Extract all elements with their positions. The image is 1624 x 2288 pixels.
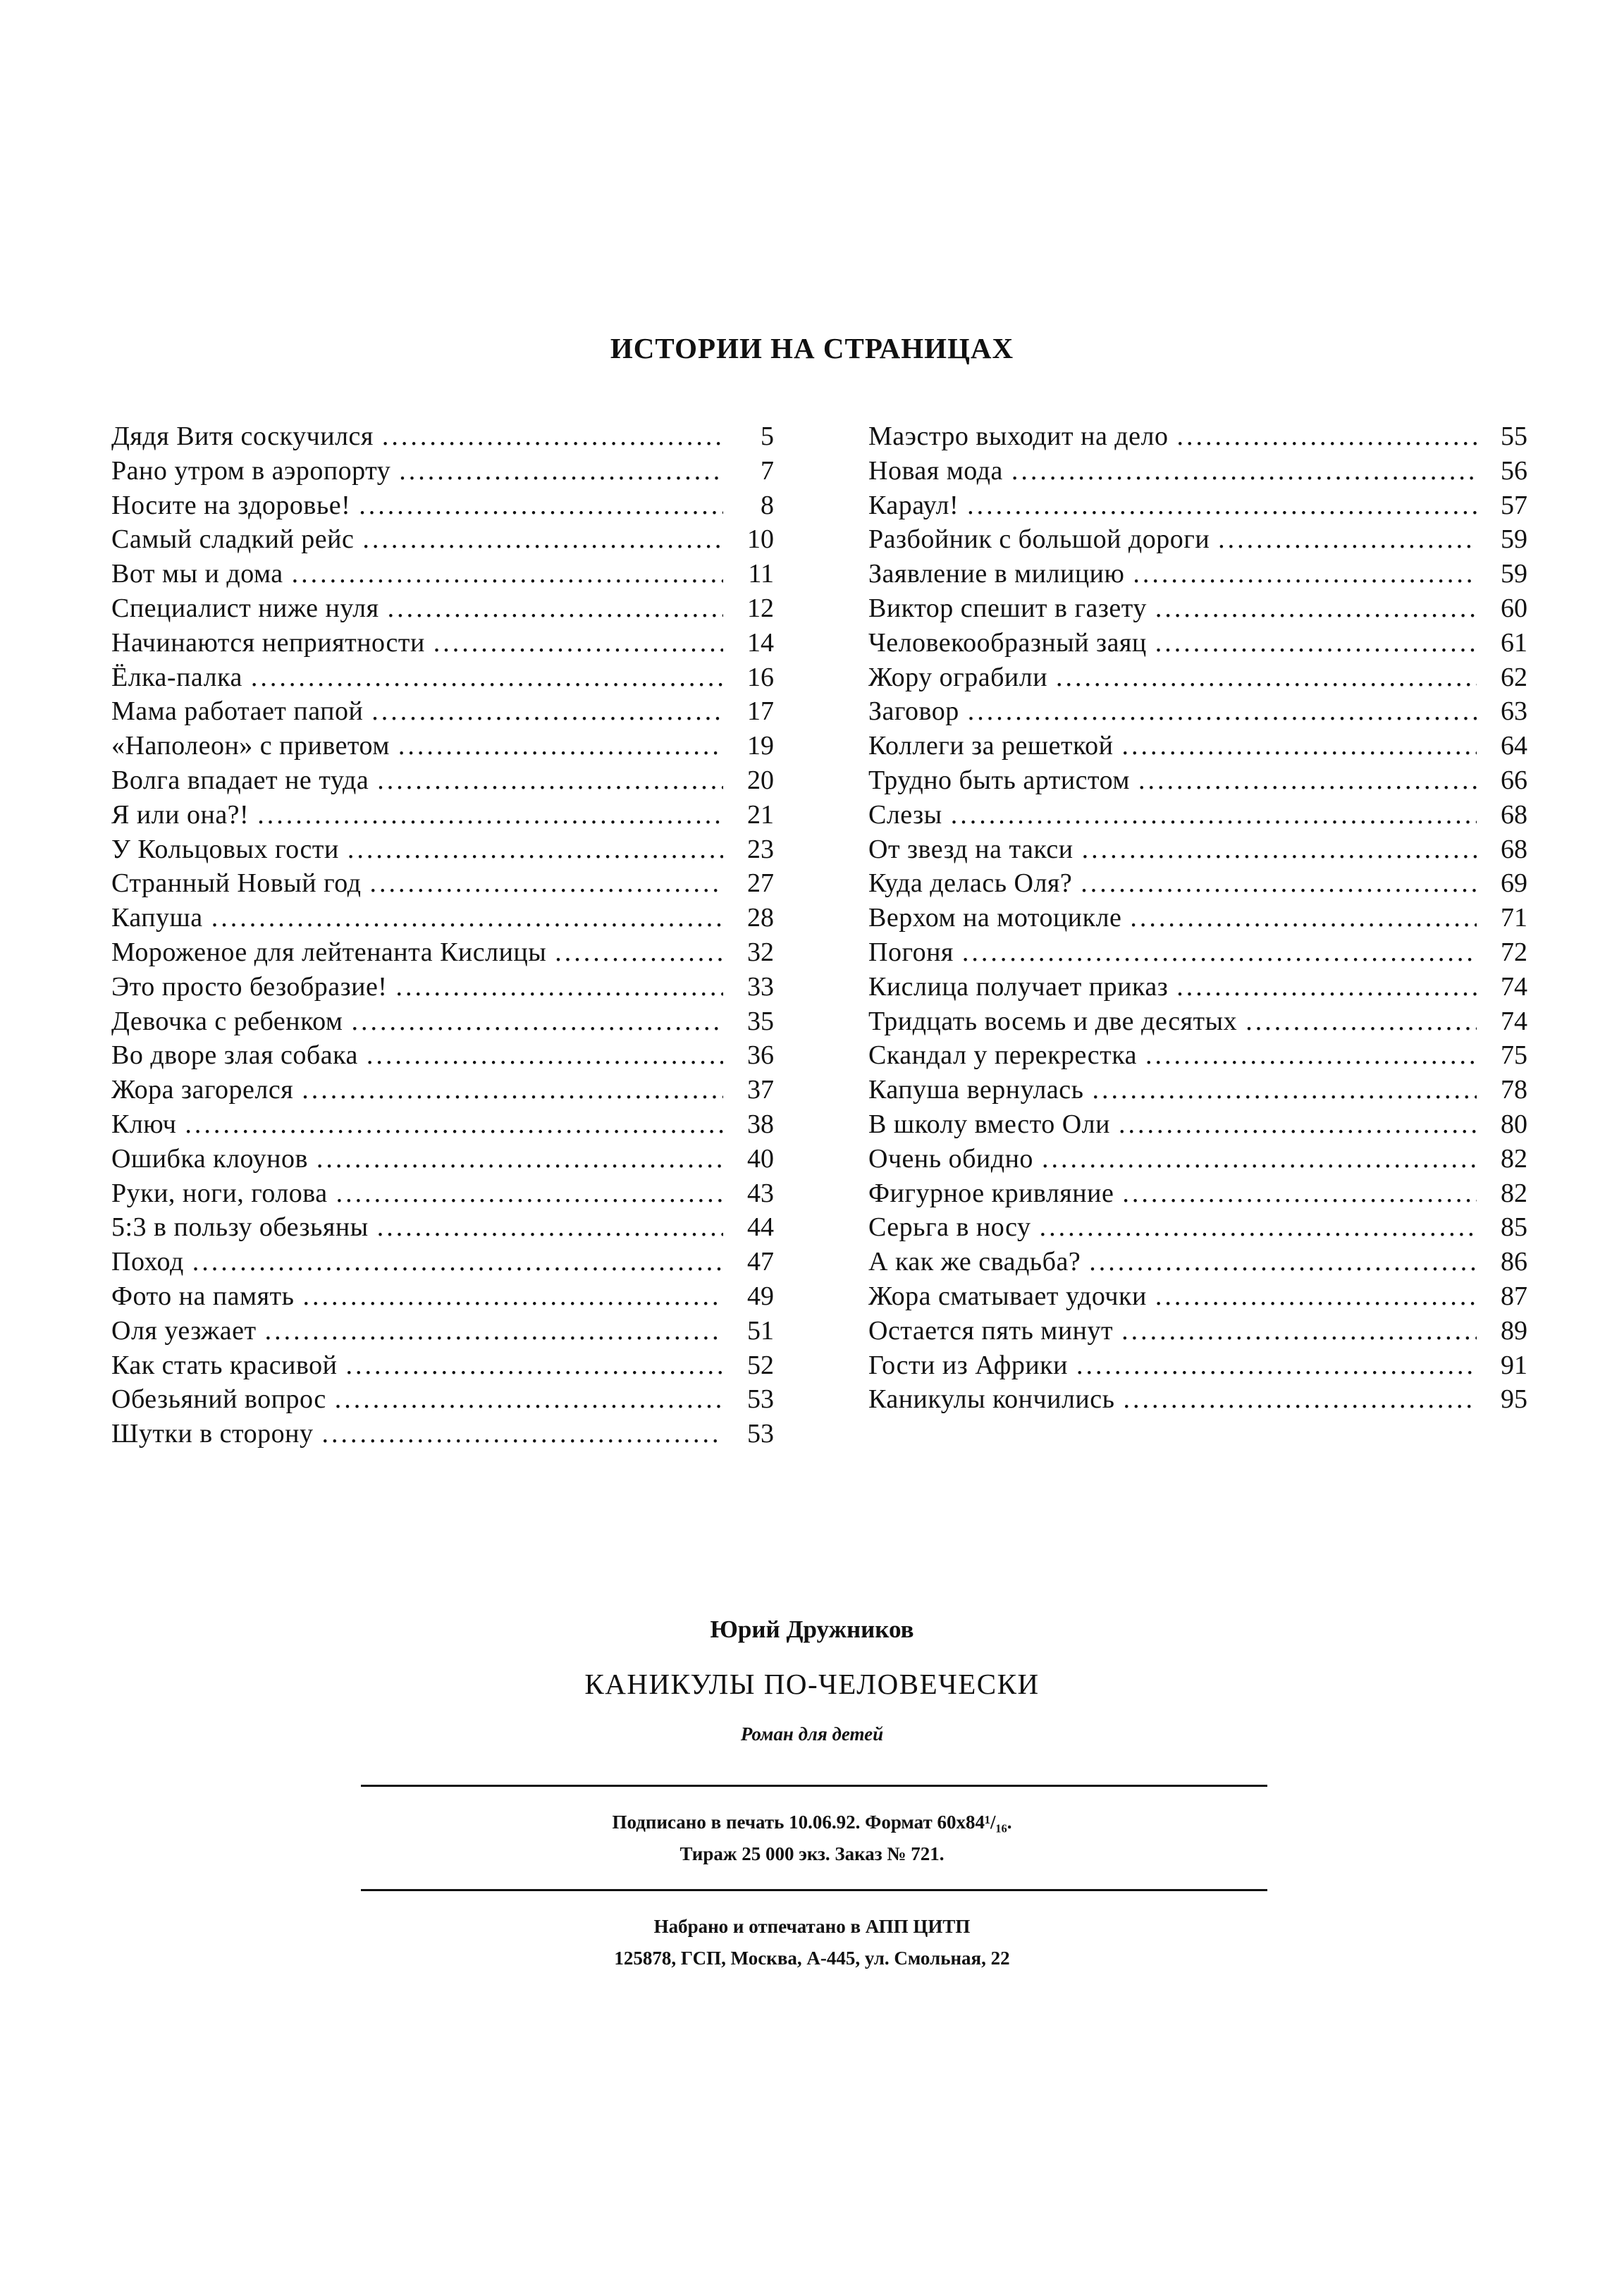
- toc-leader-dots: [388, 591, 723, 625]
- toc-entry: [111, 626, 774, 660]
- toc-entry-page: 43: [747, 1178, 774, 1208]
- toc-entry-title: Специалист ниже нуля: [111, 593, 379, 623]
- toc-entry-title: Трудно быть артистом: [868, 765, 1130, 795]
- toc-entry-title: Это просто безобразие!: [111, 971, 388, 1002]
- toc-entry: [111, 970, 774, 1004]
- toc-entry-page: 55: [1501, 422, 1527, 451]
- toc-entry: [111, 591, 774, 626]
- toc-entry: [868, 694, 1527, 729]
- toc-entry: [868, 970, 1527, 1004]
- toc-leader-dots: [303, 1279, 724, 1313]
- toc-entry: [111, 1382, 774, 1417]
- toc-entry-title: Шутки в сторону: [111, 1419, 314, 1449]
- toc-entry-title: 5:3 в пользу обезьяны: [111, 1212, 369, 1243]
- toc-entry-title: Гости из Африки: [868, 1350, 1068, 1380]
- toc-entry: [868, 557, 1527, 591]
- toc-entry-page: 28: [747, 903, 774, 933]
- toc-entry-title: Жора загорелся: [111, 1075, 294, 1105]
- toc-leader-dots: [367, 1038, 723, 1072]
- toc-leader-dots: [1130, 901, 1477, 935]
- toc-entry-title: Начинаются неприятности: [111, 627, 425, 658]
- toc-leader-dots: [362, 522, 723, 556]
- toc-leader-dots: [211, 901, 723, 935]
- toc-entry-title: Серьга в носу: [868, 1212, 1031, 1243]
- toc-entry-title: Остается пять минут: [868, 1315, 1114, 1346]
- toc-leader-dots: [399, 454, 723, 488]
- toc-entry: [868, 591, 1527, 626]
- toc-entry: [111, 1245, 774, 1279]
- toc-entry-page: 59: [1501, 524, 1527, 555]
- toc-leader-dots: [967, 488, 1477, 522]
- toc-entry: [111, 1073, 774, 1107]
- toc-entry: [868, 1314, 1527, 1348]
- toc-entry-title: Ёлка-палка: [111, 662, 242, 692]
- toc-entry-page: 69: [1501, 868, 1527, 899]
- toc-entry-title: Верхом на мотоцикле: [868, 903, 1122, 933]
- toc-leader-dots: [371, 694, 723, 728]
- toc-entry-title: Караул!: [868, 490, 959, 520]
- toc-entry: [111, 935, 774, 970]
- toc-entry-page: 33: [747, 971, 774, 1002]
- toc-entry-title: Мама работает папой: [111, 696, 364, 727]
- toc-entry: [868, 763, 1527, 798]
- toc-entry: [868, 832, 1527, 867]
- toc-entry-title: От звезд на такси: [868, 834, 1074, 864]
- toc-entry-page: 38: [747, 1109, 774, 1139]
- toc-entry-page: 68: [1501, 834, 1527, 864]
- toc-leader-dots: [1176, 419, 1477, 453]
- toc-entry: [868, 1107, 1527, 1142]
- toc-leader-dots: [1155, 591, 1477, 625]
- toc-entry-page: 10: [747, 524, 774, 555]
- toc-entry: [111, 1142, 774, 1176]
- toc-leader-dots: [1123, 1382, 1477, 1416]
- toc-entry-title: Руки, ноги, голова: [111, 1178, 328, 1208]
- toc-entry-title: Очень обидно: [868, 1143, 1033, 1174]
- toc-entry-page: 82: [1501, 1143, 1527, 1174]
- toc-entry-page: 62: [1501, 662, 1527, 692]
- toc-entry-page: 36: [747, 1040, 774, 1071]
- toc-entry-title: В школу вместо Оли: [868, 1109, 1110, 1139]
- toc-entry: [868, 1348, 1527, 1383]
- toc-left-column: [111, 419, 774, 1451]
- toc-leader-dots: [968, 694, 1477, 728]
- toc-entry-page: 11: [748, 559, 774, 589]
- toc-entry-page: 8: [761, 490, 774, 520]
- toc-entry: [111, 1107, 774, 1142]
- toc-leader-dots: [382, 419, 723, 453]
- toc-entry: [868, 901, 1527, 935]
- toc-entry-title: Слезы: [868, 799, 942, 830]
- toc-entry-title: Капуша: [111, 903, 203, 933]
- toc-leader-dots: [292, 557, 723, 591]
- toc-entry-title: Вот мы и дома: [111, 559, 283, 589]
- toc-entry-title: Во дворе злая собака: [111, 1040, 358, 1071]
- toc-leader-dots: [251, 660, 723, 694]
- toc-entry: [111, 694, 774, 729]
- toc-leader-dots: [962, 935, 1477, 969]
- toc-entry-page: 17: [747, 696, 774, 727]
- toc-entry-page: 63: [1501, 696, 1527, 727]
- toc-entry-title: Жору ограбили: [868, 662, 1048, 692]
- toc-entry: [111, 660, 774, 695]
- toc-entry-title: Ошибка клоунов: [111, 1143, 308, 1174]
- toc-leader-dots: [265, 1314, 723, 1348]
- toc-leader-dots: [351, 1004, 723, 1038]
- toc-entry-page: 59: [1501, 559, 1527, 589]
- toc-entry: [111, 488, 774, 523]
- toc-entry: [111, 419, 774, 454]
- toc-title: ИСТОРИИ НА СТРАНИЦАХ: [610, 332, 1014, 364]
- toc-entry-page: 85: [1501, 1212, 1527, 1243]
- toc-entry-title: Как стать красивой: [111, 1350, 338, 1380]
- toc-leader-dots: [1081, 866, 1477, 900]
- toc-entry: [111, 1417, 774, 1451]
- toc-entry-page: 78: [1501, 1075, 1527, 1105]
- toc-leader-dots: [1122, 729, 1477, 763]
- toc-entry: [868, 1142, 1527, 1176]
- toc-leader-dots: [951, 798, 1477, 832]
- toc-leader-dots: [359, 488, 723, 522]
- toc-entry-page: 64: [1501, 731, 1527, 761]
- toc-entry: [868, 935, 1527, 970]
- toc-entry-page: 74: [1501, 971, 1527, 1002]
- toc-entry: [868, 798, 1527, 832]
- toc-leader-dots: [1133, 557, 1477, 591]
- toc-entry: [868, 1382, 1527, 1417]
- toc-entry-page: 53: [747, 1419, 774, 1449]
- toc-entry: [868, 1210, 1527, 1245]
- toc-leader-dots: [398, 729, 723, 763]
- divider-top: [361, 1785, 1267, 1787]
- toc-entry-title: У Кольцовых гости: [111, 834, 339, 864]
- toc-entry: [868, 1038, 1527, 1073]
- toc-entry-page: 23: [747, 834, 774, 864]
- toc-entry-page: 87: [1501, 1281, 1527, 1311]
- toc-entry-title: Жора сматывает удочки: [868, 1281, 1147, 1311]
- toc-entry-title: Фото на память: [111, 1281, 295, 1311]
- toc-leader-dots: [302, 1073, 723, 1107]
- toc-leader-dots: [335, 1382, 723, 1416]
- toc-entry-title: Коллеги за решеткой: [868, 731, 1114, 761]
- toc-entry-page: 40: [747, 1143, 774, 1174]
- toc-entry-page: 60: [1501, 593, 1527, 623]
- toc-entry: [868, 454, 1527, 488]
- book-title: КАНИКУЛЫ ПО-ЧЕЛОВЕЧЕСКИ: [584, 1668, 1040, 1700]
- toc-entry-title: Рано утром в аэропорту: [111, 455, 391, 486]
- toc-entry: [111, 763, 774, 798]
- toc-leader-dots: [1122, 1176, 1477, 1210]
- toc-leader-dots: [1176, 970, 1477, 1004]
- author-name: Юрий Дружников: [710, 1616, 914, 1643]
- toc-leader-dots: [336, 1176, 723, 1210]
- toc-leader-dots: [1138, 763, 1477, 797]
- toc-entry: [111, 729, 774, 763]
- toc-entry-page: 37: [747, 1075, 774, 1105]
- toc-entry-title: А как же свадьба?: [868, 1247, 1081, 1277]
- toc-entry-title: Носите на здоровье!: [111, 490, 351, 520]
- toc-entry: [868, 1073, 1527, 1107]
- toc-entry-page: 72: [1501, 937, 1527, 967]
- toc-leader-dots: [1089, 1245, 1477, 1279]
- toc-leader-dots: [1056, 660, 1477, 694]
- toc-entry-page: 75: [1501, 1040, 1527, 1071]
- toc-entry-page: 35: [747, 1006, 774, 1036]
- toc-leader-dots: [257, 798, 723, 832]
- divider-bottom: [361, 1889, 1267, 1891]
- toc-entry: [868, 626, 1527, 660]
- toc-leader-dots: [555, 935, 723, 969]
- toc-leader-dots: [1121, 1314, 1477, 1348]
- printer-info-line-1: Набрано и отпечатано в АПП ЦИТП: [653, 1916, 971, 1937]
- toc-entry-page: 51: [747, 1315, 774, 1346]
- toc-entry-title: Капуша вернулась: [868, 1075, 1084, 1105]
- toc-entry: [868, 1176, 1527, 1211]
- toc-entry-title: Маэстро выходит на дело: [868, 422, 1169, 451]
- toc-entry: [111, 1348, 774, 1383]
- toc-entry: [868, 729, 1527, 763]
- toc-entry-page: 7: [761, 455, 774, 486]
- toc-entry-title: Волга впадает не туда: [111, 765, 369, 795]
- toc-entry-title: Оля уезжает: [111, 1315, 257, 1346]
- toc-entry-page: 52: [747, 1350, 774, 1380]
- toc-leader-dots: [322, 1417, 724, 1451]
- toc-entry-title: Тридцать восемь и две десятых: [868, 1006, 1238, 1036]
- toc-entry: [111, 832, 774, 867]
- toc-leader-dots: [1155, 626, 1477, 660]
- toc-leader-dots: [1092, 1073, 1477, 1107]
- toc-entry-page: 27: [747, 868, 774, 899]
- toc-entry-title: Девочка с ребенком: [111, 1006, 343, 1036]
- toc-entry-page: 47: [747, 1247, 774, 1277]
- toc-entry-title: Человекообразный заяц: [868, 627, 1147, 658]
- toc-entry-page: 19: [747, 731, 774, 761]
- toc-entry-title: Новая мода: [868, 455, 1003, 486]
- toc-entry-title: Дядя Витя соскучился: [111, 422, 374, 451]
- toc-entry-title: Поход: [111, 1247, 184, 1277]
- toc-leader-dots: [316, 1142, 723, 1176]
- toc-entry: [868, 522, 1527, 557]
- toc-entry-page: 80: [1501, 1109, 1527, 1139]
- toc-entry-title: Самый сладкий рейс: [111, 524, 355, 555]
- toc-entry-page: 56: [1501, 455, 1527, 486]
- toc-entry: [111, 454, 774, 488]
- print-info-line-1: Подписано в печать 10.06.92. Формат 60x84¹/₁₆.: [612, 1812, 1012, 1833]
- book-subtitle: Роман для детей: [740, 1723, 884, 1745]
- toc-entry-title: Фигурное кривляние: [868, 1178, 1114, 1208]
- toc-entry: [868, 1279, 1527, 1314]
- toc-entry-page: 89: [1501, 1315, 1527, 1346]
- toc-leader-dots: [345, 1348, 723, 1382]
- toc-entry-page: 71: [1501, 903, 1527, 933]
- toc-leader-dots: [1145, 1038, 1477, 1072]
- toc-leader-dots: [1082, 832, 1477, 866]
- toc-entry: [868, 488, 1527, 523]
- toc-entry-page: 74: [1501, 1006, 1527, 1036]
- toc-right-column: [868, 419, 1527, 1417]
- toc-entry-page: 49: [747, 1281, 774, 1311]
- toc-leader-dots: [1245, 1004, 1477, 1038]
- toc-entry-title: Я или она?!: [111, 799, 250, 830]
- toc-entry-title: Странный Новый год: [111, 868, 362, 899]
- toc-leader-dots: [377, 1210, 723, 1244]
- toc-leader-dots: [377, 763, 723, 797]
- toc-leader-dots: [1218, 522, 1477, 556]
- toc-entry: [868, 419, 1527, 454]
- toc-entry-page: 32: [747, 937, 774, 967]
- toc-entry-title: Виктор спешит в газету: [868, 593, 1147, 623]
- toc-entry-page: 5: [761, 422, 774, 451]
- toc-entry-page: 16: [747, 662, 774, 692]
- toc-entry: [111, 522, 774, 557]
- toc-entry-page: 14: [747, 627, 774, 658]
- toc-entry-title: Ключ: [111, 1109, 177, 1139]
- toc-entry: [868, 866, 1527, 901]
- toc-entry-title: Куда делась Оля?: [868, 868, 1073, 899]
- toc-leader-dots: [1042, 1142, 1477, 1176]
- toc-leader-dots: [433, 626, 723, 660]
- toc-entry: [111, 901, 774, 935]
- toc-entry-title: Погоня: [868, 937, 954, 967]
- print-info-line-2: Тираж 25 000 экз. Заказ № 721.: [679, 1843, 945, 1864]
- toc-entry: [111, 1176, 774, 1211]
- toc-leader-dots: [395, 970, 723, 1004]
- toc-leader-dots: [1040, 1210, 1477, 1244]
- toc-entry: [111, 1314, 774, 1348]
- toc-entry-page: 61: [1501, 627, 1527, 658]
- toc-leader-dots: [1076, 1348, 1477, 1382]
- toc-entry-page: 57: [1501, 490, 1527, 520]
- toc-entry: [111, 1279, 774, 1314]
- toc-entry: [111, 798, 774, 832]
- toc-entry-page: 66: [1501, 765, 1527, 795]
- toc-leader-dots: [1155, 1279, 1477, 1313]
- toc-entry: [111, 866, 774, 901]
- toc-entry: [868, 660, 1527, 695]
- toc-leader-dots: [1011, 454, 1477, 488]
- toc-entry: [111, 1038, 774, 1073]
- toc-entry-page: 21: [747, 799, 774, 830]
- toc-entry-page: 44: [747, 1212, 774, 1243]
- toc-entry-page: 68: [1501, 799, 1527, 830]
- toc-entry-page: 86: [1501, 1247, 1527, 1277]
- toc-entry-title: Разбойник с большой дороги: [868, 524, 1210, 555]
- toc-entry-page: 53: [747, 1384, 774, 1415]
- toc-entry-title: Скандал у перекрестка: [868, 1040, 1137, 1071]
- toc-entry-title: Заговор: [868, 696, 959, 727]
- printer-info-line-2: 125878, ГСП, Москва, А-445, ул. Смольная, 22: [614, 1948, 1010, 1969]
- toc-leader-dots: [347, 832, 723, 866]
- toc-entry: [111, 1004, 774, 1039]
- toc-leader-dots: [185, 1107, 723, 1141]
- toc-entry-page: 12: [747, 593, 774, 623]
- toc-entry-page: 95: [1501, 1384, 1527, 1415]
- toc-entry: [111, 1210, 774, 1245]
- toc-leader-dots: [192, 1245, 723, 1279]
- toc-entry-title: Заявление в милицию: [868, 559, 1125, 589]
- toc-entry-title: «Наполеон» с приветом: [111, 731, 390, 761]
- toc-leader-dots: [369, 866, 723, 900]
- toc-entry-title: Кислица получает приказ: [868, 971, 1169, 1002]
- toc-entry: [868, 1245, 1527, 1279]
- toc-entry: [868, 1004, 1527, 1039]
- toc-entry-page: 91: [1501, 1350, 1527, 1380]
- toc-entry-page: 20: [747, 765, 774, 795]
- toc-entry-page: 82: [1501, 1178, 1527, 1208]
- toc-leader-dots: [1119, 1107, 1477, 1141]
- toc-entry-title: Каникулы кончились: [868, 1384, 1115, 1415]
- toc-entry: [111, 557, 774, 591]
- toc-entry-title: Мороженое для лейтенанта Кислицы: [111, 937, 547, 967]
- toc-entry-title: Обезьяний вопрос: [111, 1384, 326, 1415]
